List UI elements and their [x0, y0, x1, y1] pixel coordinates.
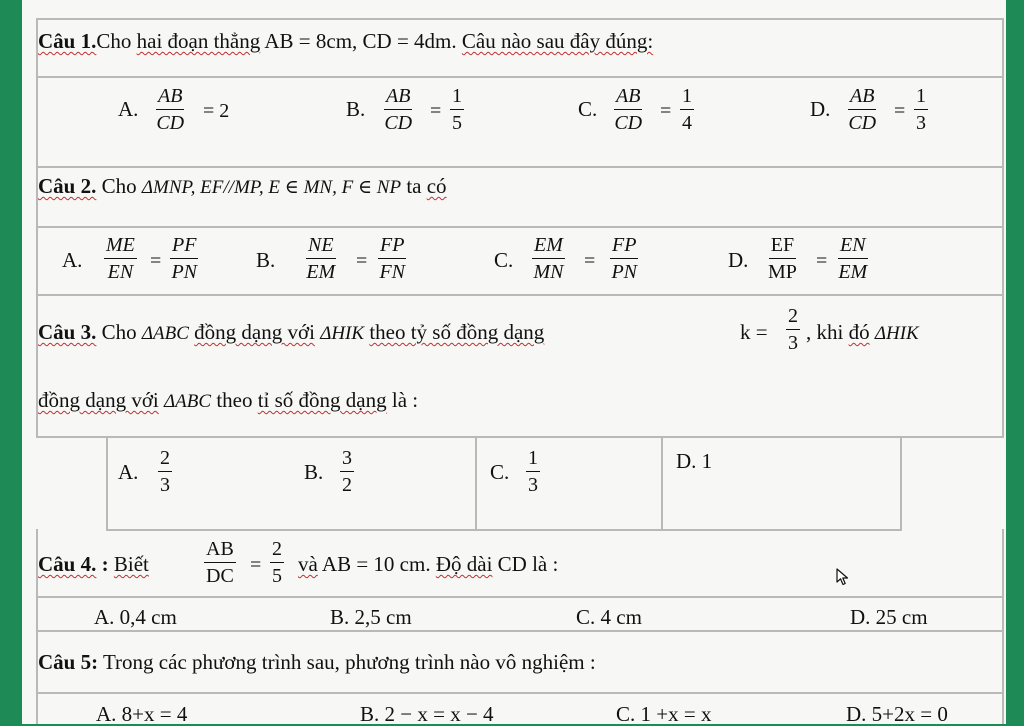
grid-line	[36, 692, 1004, 694]
fraction: $\frac{NE}{EM}$	[306, 234, 336, 283]
fraction: $\frac{EN}{EM}$	[838, 234, 868, 283]
question-5-label: Câu 5:	[38, 650, 99, 674]
fraction: $\frac{2}{3}$	[160, 447, 170, 496]
question-3-label: Câu 3.	[38, 320, 97, 344]
fraction: $\frac{3}{2}$	[342, 447, 352, 496]
fraction: $\frac{AB}{CD}$	[156, 85, 185, 134]
question-5-option-c[interactable]: C. 1 +x = x	[616, 702, 712, 726]
question-2-stem: Câu 2. Cho ΔMNP, EF//MP, E ∈ MN, F ∈ NP ta có	[38, 174, 447, 198]
fraction: $\frac{AB}{CD}$	[384, 85, 413, 134]
grid-line	[1002, 529, 1004, 724]
grid-line	[36, 18, 38, 436]
question-5-option-a[interactable]: A. 8+x = 4	[96, 702, 188, 726]
question-4-label: Câu 4.	[38, 552, 97, 576]
fraction: $\frac{1}{5}$	[452, 85, 462, 134]
grid-line	[1002, 18, 1004, 436]
grid-line	[36, 630, 1004, 632]
fraction: $\frac{AB}{CD}$	[614, 85, 643, 134]
question-3-stem-line-2: đồng dạng với ΔABC theo tỉ số đồng dạng là :	[38, 388, 419, 412]
fraction: $\frac{EF}{MP}$	[768, 234, 797, 283]
grid-line	[36, 226, 1004, 228]
fraction: $\frac{1}{3}$	[916, 85, 926, 134]
question-4-stem: Câu 4. : Biết	[38, 552, 149, 576]
question-5-option-b[interactable]: B. 2 − x = x − 4	[360, 702, 494, 726]
fraction: $\frac{AB}{DC}$	[206, 538, 234, 587]
fraction: $\frac{1}{4}$	[682, 85, 692, 134]
question-4-option-b[interactable]: B. 2,5 cm	[330, 605, 412, 629]
question-2-label: Câu 2.	[38, 174, 97, 198]
fraction: $\frac{AB}{CD}$	[848, 85, 877, 134]
fraction: $\frac{1}{3}$	[528, 447, 538, 496]
grid-line	[36, 436, 1004, 438]
fraction: $\frac{FP}{FN}$	[379, 234, 405, 283]
fraction: $\frac{EM}{MN}$	[533, 234, 564, 283]
grid-line	[36, 166, 1004, 168]
grid-line	[36, 18, 1004, 20]
fraction: $\frac{2}{5}$	[272, 538, 282, 587]
question-4-option-c[interactable]: C. 4 cm	[576, 605, 642, 629]
frame-right	[1006, 0, 1024, 724]
question-1-stem: Câu 1.Cho hai đoạn thẳng AB = 8cm, CD = 4dm. Câu nào sau đây đúng:	[38, 29, 654, 53]
grid-line	[900, 436, 902, 531]
question-1-label: Câu 1.	[38, 29, 97, 53]
grid-line	[36, 596, 1004, 598]
question-5-stem: Câu 5: Trong các phương trình sau, phương trình nào vô nghiệm :	[38, 650, 596, 674]
fraction: $\frac{FP}{PN}$	[611, 234, 637, 283]
fraction: $\frac{PF}{PN}$	[171, 234, 197, 283]
mouse-pointer-icon	[836, 568, 850, 586]
fraction: $\frac{2}{3}$	[788, 305, 798, 354]
grid-line	[106, 436, 108, 531]
grid-line	[36, 76, 1004, 78]
question-3-stem-line-1: Câu 3. Cho ΔABC đồng dạng với ΔHIK theo tỷ số đồng dạng	[38, 320, 545, 344]
grid-line	[475, 436, 477, 531]
question-4-option-a[interactable]: A. 0,4 cm	[94, 605, 177, 629]
grid-line	[661, 436, 663, 531]
fraction: $\frac{ME}{EN}$	[106, 234, 135, 283]
frame-left	[0, 0, 22, 724]
ratio-k: k =	[740, 320, 768, 344]
question-4-option-d[interactable]: D. 25 cm	[850, 605, 928, 629]
grid-line	[106, 529, 902, 531]
question-5-option-d[interactable]: D. 5+2x = 0	[846, 702, 948, 726]
grid-line	[36, 294, 1004, 296]
